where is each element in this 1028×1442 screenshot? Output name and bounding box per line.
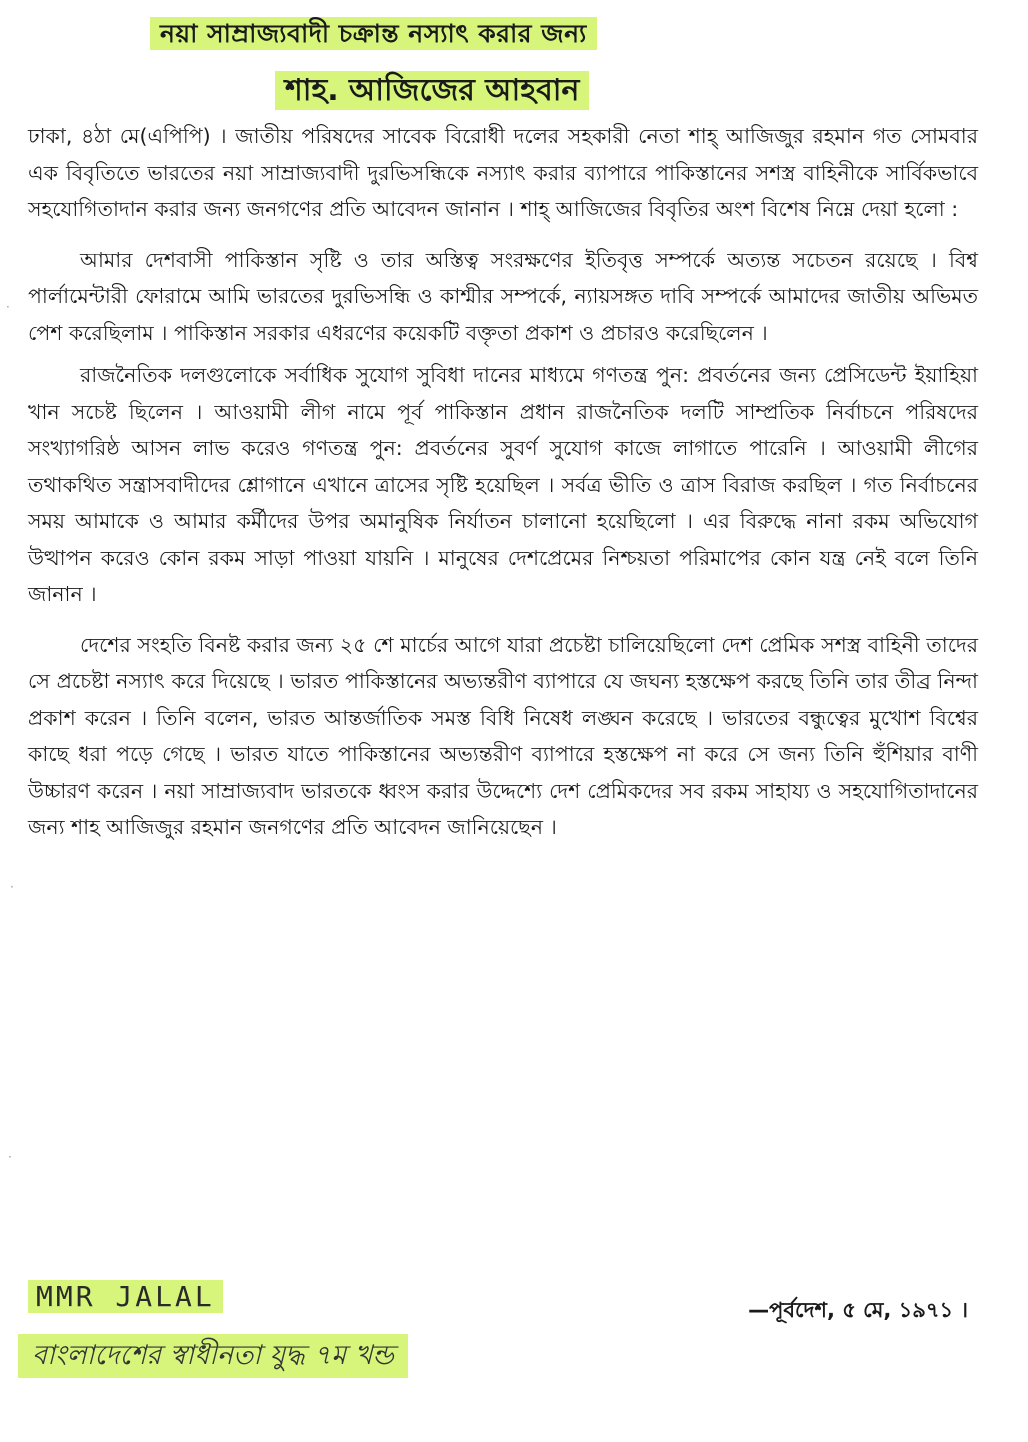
book-title-handwritten: বাংলাদেশের স্বাধীনতা যুদ্ধ ৭ম খন্ড <box>18 1334 408 1378</box>
headline-line-2-text: শাহ. আজিজের আহবান <box>275 71 589 110</box>
scanner-signature: MMR JALAL <box>28 1280 223 1313</box>
article-body <box>28 118 978 846</box>
article-paragraph-1: ঢাকা, ৪ঠা মে(এপিপি) । জাতীয় পরিষদের সাবেক বিরোধী দলের সহকারী নেতা শাহ্ আজিজুর রহমান গত সোমবার এক বিবৃতিতে ভারতের নয়া সাম্রাজ্যবাদী দুরভিসন্ধিকে নস্যাৎ করার ব্যাপারে পাকিস্তানের সশস্ত্র বাহিনীকে সার্বিকভাবে সহযোগিতাদান করার জন্য জনগণের প্রতি আবেদন জানান । শাহ্ আজিজের বিবৃতির অংশ বিশেষ নিম্নে দেয়া হলো : <box>28 124 978 221</box>
article-paragraph-2: আমার দেশবাসী পাকিস্তান সৃষ্টি ও তার অস্তিত্ব সংরক্ষণের ইতিবৃত্ত সম্পর্কে অত্যন্ত সচেতন রয়েছে । বিশ্ব পার্লামেন্টারী ফোরামে আমি ভারতের দুরভিসন্ধি ও কাশ্মীর সম্পর্কে, ন্যায়সঙ্গত দাবি সম্পর্কে আমাদের জাতীয় অভিমত পেশ করেছিলাম । পাকিস্তান সরকার এধরণের কয়েকটি বক্তৃতা প্রকাশ ও প্রচারও করেছিলেন । <box>28 247 978 345</box>
headline-line-2 <box>275 70 655 112</box>
article-paragraph-4: দেশের সংহতি বিনষ্ট করার জন্য ২৫ শে মার্চের আগে যারা প্রচেষ্টা চালিয়েছিলো দেশ প্রেমিক সশস্ত্র বাহিনী তাদের সে প্রচেষ্টা নস্যাৎ করে দিয়েছে । ভারত পাকিস্তানের অভ্যন্তরীণ ব্যাপারে যে জঘন্য হস্তক্ষেপ করছে তিনি তার তীব্র নিন্দা প্রকাশ করেন । তিনি বলেন, ভারত আন্তর্জাতিক সমস্ত বিধি নিষেধ লঙ্ঘন করেছে । ভারতের বন্ধুত্বের মুখোশ বিশ্বের কাছে ধরা পড়ে গেছে । ভারত যাতে পাকিস্তানের অভ্যন্তরীণ ব্যাপারে হস্তক্ষেপ না করে সে জন্য তিনি হুঁশিয়ার বাণী উচ্চারণ করেন । নয়া সাম্রাজ্যবাদ ভারতকে ধ্বংস করার উদ্দেশ্যে দেশ প্রেমিকদের সব রকম সাহায্য ও সহযোগিতাদানের জন্য শাহ আজিজুর রহমান জনগণের প্রতি আবেদন জানিয়েছেন । <box>28 632 978 839</box>
headline-line-1 <box>150 14 790 54</box>
source-citation: —পূর্বদেশ, ৫ মে, ১৯৭১ । <box>748 1298 968 1322</box>
headline-line-1-text: নয়া সাম্রাজ্যবাদী চক্রান্ত নস্যাৎ করার জন্য <box>150 17 597 50</box>
scan-speck: · <box>6 300 10 314</box>
article-paragraph-3: রাজনৈতিক দলগুলোকে সর্বাধিক সুযোগ সুবিধা দানের মাধ্যমে গণতন্ত্র পুন: প্রবর্তনের জন্য প্রেসিডেন্ট ইয়াহিয়া খান সচেষ্ট ছিলেন । আওয়ামী লীগ নামে পূর্ব পাকিস্তান প্রধান রাজনৈতিক দলটি সাম্প্রতিক নির্বাচনে পরিষদের সংখ্যাগরিষ্ঠ আসন লাভ করেও গণতন্ত্র পুন: প্রবর্তনের সুবর্ণ সুযোগ কাজে লাগাতে পারেনি । আওয়ামী লীগের তথাকথিত সন্ত্রাসবাদীদের শ্লোগানে এখানে ত্রাসের সৃষ্টি হয়েছিল । সর্বত্র ভীতি ও ত্রাস বিরাজ করছিল । গত নির্বাচনের সময় আমাকে ও আমার কর্মীদের উপর অমানুষিক নির্যাতন চালানো হয়েছিলো । এর বিরুদ্ধে নানা রকম অভিযোগ উত্থাপন করেও কোন রকম সাড়া পাওয়া যায়নি । মানুষের দেশপ্রেমের নিশ্চয়তা পরিমাপের কোন যন্ত্র নেই বলে তিনি জানান । <box>28 363 978 606</box>
scan-speck: · <box>10 880 14 894</box>
scan-speck: · <box>8 1150 12 1164</box>
